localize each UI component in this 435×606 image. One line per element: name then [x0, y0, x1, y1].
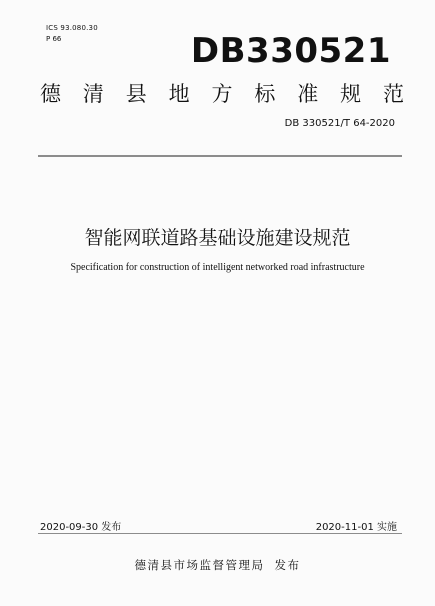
- standard-type-char: 准: [297, 82, 319, 106]
- document-title-english: Specification for construction of intelligent networked road infrastructure: [70, 262, 365, 273]
- issue-date: 2020-09-30 发布: [40, 522, 122, 533]
- top-divider: [38, 155, 402, 157]
- publish-word: 发布: [274, 558, 301, 572]
- standard-number: DB 330521/T 64-2020: [284, 118, 395, 129]
- standard-type-char: 德: [40, 82, 61, 106]
- standard-type-char: 方: [211, 82, 233, 106]
- standard-type-char: 范: [383, 82, 404, 106]
- publisher-line: [0, 557, 435, 573]
- standard-type-char: 地: [168, 82, 190, 106]
- publisher-name: 德清县市场监督管理局: [134, 558, 265, 572]
- implementation-date: 2020-11-01 实施: [315, 522, 397, 533]
- standard-type-char: 标: [254, 82, 276, 106]
- classification-code: P 66: [46, 35, 62, 43]
- standard-code-logo: DB330521: [190, 31, 391, 71]
- bottom-divider: [38, 533, 402, 534]
- document-title-chinese: 智能网联道路基础设施建设规范: [84, 227, 351, 249]
- standard-type-char: 县: [125, 82, 147, 106]
- standard-type-char: 清: [82, 82, 104, 106]
- ics-code: ICS 93.080.30: [46, 24, 98, 32]
- standard-type-title: [40, 84, 404, 105]
- standard-type-char: 规: [340, 82, 362, 106]
